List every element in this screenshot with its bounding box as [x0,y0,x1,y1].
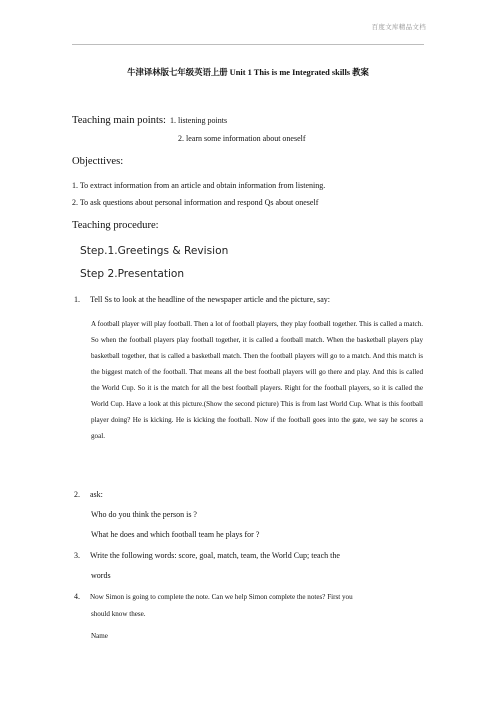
header-divider [72,44,424,45]
item-1-text: Tell Ss to look at the headline of the newspaper article and the picture, say: [90,295,331,304]
item-3-text: Write the following words: score, goal, match, team, the World Cup; teach the [90,551,340,560]
header-brand: 百度文库精品文档 [371,24,426,31]
item-2-number: 2. [74,490,80,499]
step-2: Step 2.Presentation [80,268,185,280]
document-title: 牛津译林版七年级英语上册 Unit 1 This is me Integrated skills 教案 [127,68,369,77]
item-4-continuation: should know these. [91,610,146,618]
main-points-label: Teaching main points: [72,115,166,126]
item-3-continuation: words [91,571,111,580]
item-4-number: 4. [74,592,80,601]
item-4-sub-name: Name [91,632,108,640]
item-1-paragraph: A football player will play football. Then a lot of football players, they play football together. This is called a match. So when the football players play football together, it is called a football match. When the basketball players play basketball together, that is called a basketball match. Then the football players will go to a match. And this match is the biggest match of the football. That means all the best football players will go there and play. And this is called the World Cup. So it is the match for all the best football players. Right for the football players, so it is called the World Cup. Have a look at this picture.(Show the second picture) This is from last World Cup. What is this football player doing? He is kicking. He is kicking the football. Now if the football goes into the gate, we say he scores a goal. [91,320,423,440]
main-point-2: 2. learn some information about oneself [178,134,306,143]
main-point-1: 1. listening points [170,116,228,125]
step-1: Step.1.Greetings & Revision [80,245,229,257]
objective-2: 2. To ask questions about personal information and respond Qs about oneself [72,198,319,207]
main-points-row [72,110,227,128]
item-2-question-1: Who do you think the person is ? [91,510,197,519]
item-3-number: 3. [74,551,80,560]
item-1-number: 1. [74,295,80,304]
objective-1: 1. To extract information from an article and obtain information from listening. [72,181,326,190]
item-2-question-2: What he does and which football team he plays for ? [91,530,260,539]
item-2-text: ask: [90,490,103,499]
item-4-text: Now Simon is going to complete the note. Can we help Simon complete the notes? First you [90,593,353,601]
procedure-label: Teaching procedure: [72,220,159,231]
objectives-label: Objecttives: [72,156,124,167]
